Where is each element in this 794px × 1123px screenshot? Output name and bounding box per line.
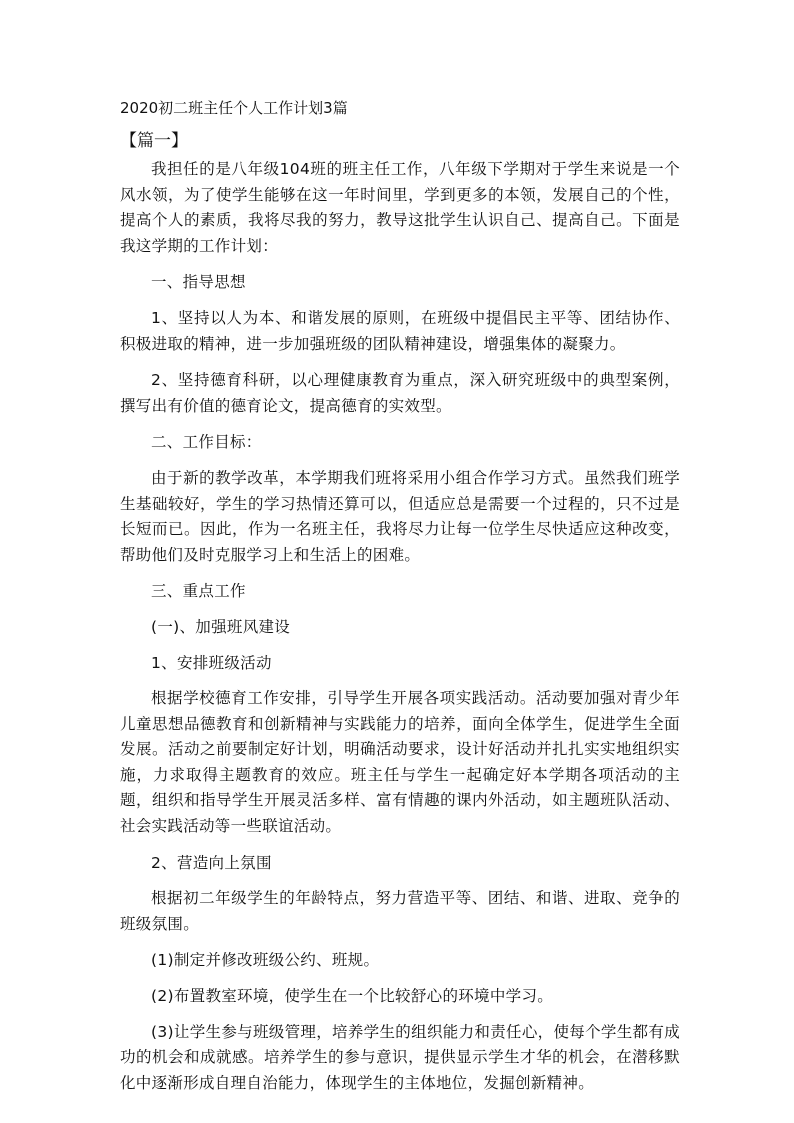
work-goals-paragraph: 由于新的教学改革，本学期我们班将采用小组合作学习方式。虽然我们班学生基础较好，学生的学习热情还算可以，但适应总是需要一个过程的，只不过是长短而已。因此，作为一名班主任，我将尽力让每一位学生尽快适应这种改变，帮助他们及时克服学习上和生活上的困难。 xyxy=(120,468,680,564)
heading-guiding-ideology: 一、指导思想 xyxy=(151,273,246,292)
atmosphere-item-3: (3)让学生参与班级管理，培养学生的组织能力和责任心，使每个学生都有成功的机会和成就感。培养学生的参与意识，提供显示学生才华的机会，在潜移默化中逐渐形成自理自治能力，体现学生的主体地位，发掘创新精神。 xyxy=(120,1022,680,1092)
document-body xyxy=(120,157,680,1107)
intro-paragraph: 我担任的是八年级104班的班主任工作，八年级下学期对于学生来说是一个风水领，为了使学生能够在这一年时间里，学到更多的本领，发展自己的个性，提高个人的素质，我将尽我的努力，教导这批学生认识自己、提高自己。下面是我这学期的工作计划： xyxy=(120,160,680,255)
subheading-atmosphere: 2、营造向上氛围 xyxy=(151,853,272,872)
atmosphere-paragraph: 根据初二年级学生的年龄特点，努力营造平等、团结、和谐、进取、竞争的班级氛围。 xyxy=(120,889,680,933)
ideology-item-1: 1、坚持以人为本、和谐发展的原则，在班级中提倡民主平等、团结协作、积极进取的精神，进一步加强班级的团队精神建设，增强集体的凝聚力。 xyxy=(120,308,680,353)
ideology-item-2: 2、坚持德育科研，以心理健康教育为重点，深入研究班级中的典型案例，撰写出有价值的德育论文，提高德育的实效型。 xyxy=(120,371,680,415)
atmosphere-item-2: (2)布置教室环境，使学生在一个比较舒心的环境中学习。 xyxy=(151,987,554,1006)
heading-key-work: 三、重点工作 xyxy=(151,582,246,601)
heading-work-goals: 二、工作目标： xyxy=(151,433,262,452)
subheading-class-style: (一)、加强班风建设 xyxy=(151,617,291,636)
section-heading: 【篇一】 xyxy=(120,131,188,151)
activities-paragraph: 根据学校德育工作安排，引导学生开展各项实践活动。活动要加强对青少年儿童思想品德教育和创新精神与实践能力的培养，面向全体学生，促进学生全面发展。活动之前要制定好计划，明确活动要求，设计好活动并扎扎实实地组织实施，力求取得主题教育的效应。班主任与学生一起确定好本学期各项活动的主题，组织和指导学生开展灵活多样、富有情趣的课内外活动，如主题班队活动、社会实践活动等一些联谊活动。 xyxy=(120,689,680,836)
atmosphere-item-1: (1)制定并修改班级公约、班规。 xyxy=(151,951,380,970)
document-title: 2020初二班主任个人工作计划3篇 xyxy=(120,99,348,117)
subheading-class-activities: 1、安排班级活动 xyxy=(151,653,272,672)
